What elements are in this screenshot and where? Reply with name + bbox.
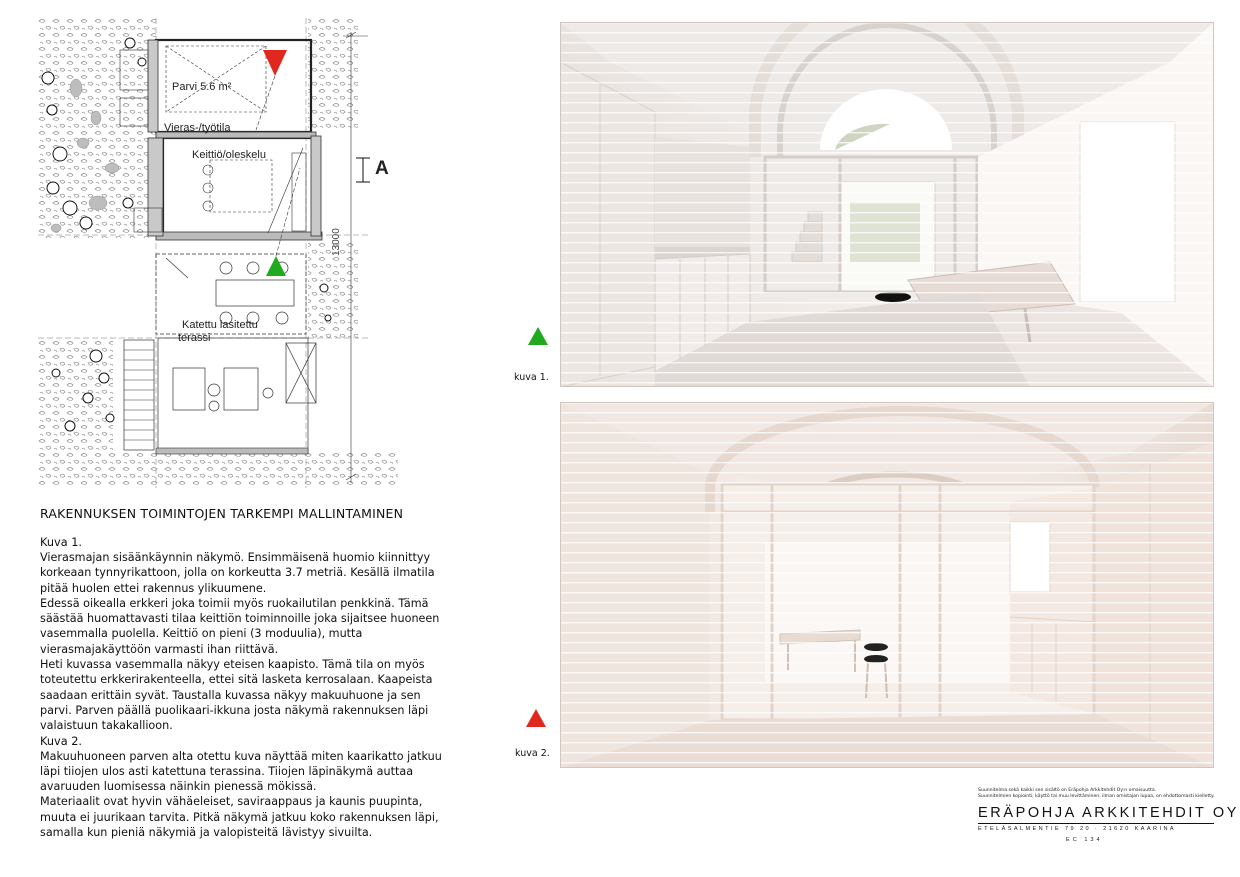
section-heading: RAKENNUKSEN TOIMINTOJEN TARKEMPI MALLINTAMINEN xyxy=(40,506,404,521)
room-label-katettu-line1: Katettu lasitettu xyxy=(182,319,258,331)
floor-plan xyxy=(38,18,408,493)
copyright-note xyxy=(978,788,1218,800)
room-label-vieras: Vieras-/työtila xyxy=(164,122,231,134)
render-1-image xyxy=(560,22,1214,387)
kuva2-caption: kuva 2. xyxy=(515,748,550,759)
company-address: ETELÄSALMENTIE 79 20 · 21620 KAARINA xyxy=(978,826,1177,833)
room-label-keittio: Keittiö/oleskelu xyxy=(192,149,266,161)
section-marker-a: A xyxy=(375,158,389,179)
company-name: ERÄPOHJA ARKKITEHDIT OY xyxy=(978,805,1239,822)
description-text xyxy=(40,506,445,840)
render-kuva-1 xyxy=(560,22,1214,387)
kuva2-paragraph-1: Makuuhuoneen parven alta otettu kuva näyttää miten kaarikatto jatkuu läpi tiiojen ulos asti katettuna terassina. Tiiojen läpinäkymä auttaa avaruuden luomisessa näinkin pienessä mökissä. xyxy=(40,749,442,794)
room-label-parvi: Parvi 5.6 m² xyxy=(172,81,232,93)
kuva1-paragraph-1: Vierasmajan sisäänkäynnin näkymö. Ensimmäisenä huomio kiinnittyy korkeaan tynnyrikattoon, jolla on korkeutta 3.7 metriä. Kesällä ilmatila pitää huolen ettei rakennus ylikuumene. xyxy=(40,551,435,595)
kuva1-paragraph-3: Heti kuvassa vasemmalla näkyy eteisen kaapisto. Tämä tila on myös toteutettu erkkerirakenteella, ettei sitä lasketa kerrosalaan. Kaapeista saadaan erittäin syvät. Taustalla kuvassa näkyy makuuhuone ja sen parvi. Parven päällä puolikaari-ikkuna josta näkymä rakennuksen läpi valaistuun takakallioon. xyxy=(40,658,433,733)
title-divider xyxy=(978,823,1214,824)
view-arrow-green-icon xyxy=(266,256,286,276)
room-label-katettu-line2: terassi xyxy=(178,332,211,344)
view-marker-green-icon xyxy=(527,326,549,346)
view-arrow-red-icon xyxy=(263,50,287,76)
kuva2-paragraph-2: Materiaalit ovat hyvin vähäeleiset, saviraappaus ja kaunis puupinta, muuta ei juurikaan tarvita. Pitkä näkymä jatkuu koko rakennuksen läpi, samalla kun pieniä näkymiä ja valopisteitä lävistyy sivuilta. xyxy=(40,795,439,840)
kuva2-title: Kuva 2. xyxy=(40,734,82,748)
kuva1-caption: kuva 1. xyxy=(514,372,549,383)
dimension-label: 13000 xyxy=(331,228,342,256)
render-2-image xyxy=(560,402,1214,768)
copyright-note-line-2: Suunnitelmien kopiointi, käyttö tai muu levittäminen, ilman omistajan lupaa, on ehdottomasti kielletty. xyxy=(978,794,1215,800)
render-kuva-2 xyxy=(560,402,1214,768)
title-block xyxy=(978,788,1239,844)
copyright-note-line-1: Suunnitelma sekä kaikki sen sisältö on Eräpohja Arkkitehdit Oy:n omaisuutta. xyxy=(978,788,1157,793)
view-marker-red-icon xyxy=(525,708,547,728)
kuva1-paragraph-2: Edessä oikealla erkkeri joka toimii myös ruokailutilan penkkinä. Tämä säästää huomattavasti tilaa keittiön toiminnoille joka sijaitsee huoneen vasemmalla puolella. Keittiö on pieni (3 moduulia), mutta vierasmajakäyttöön varmasti ihan riittävä. xyxy=(40,596,440,656)
drawing-number: EC 134 xyxy=(1066,837,1103,844)
kuva1-title: Kuva 1. xyxy=(40,536,82,549)
